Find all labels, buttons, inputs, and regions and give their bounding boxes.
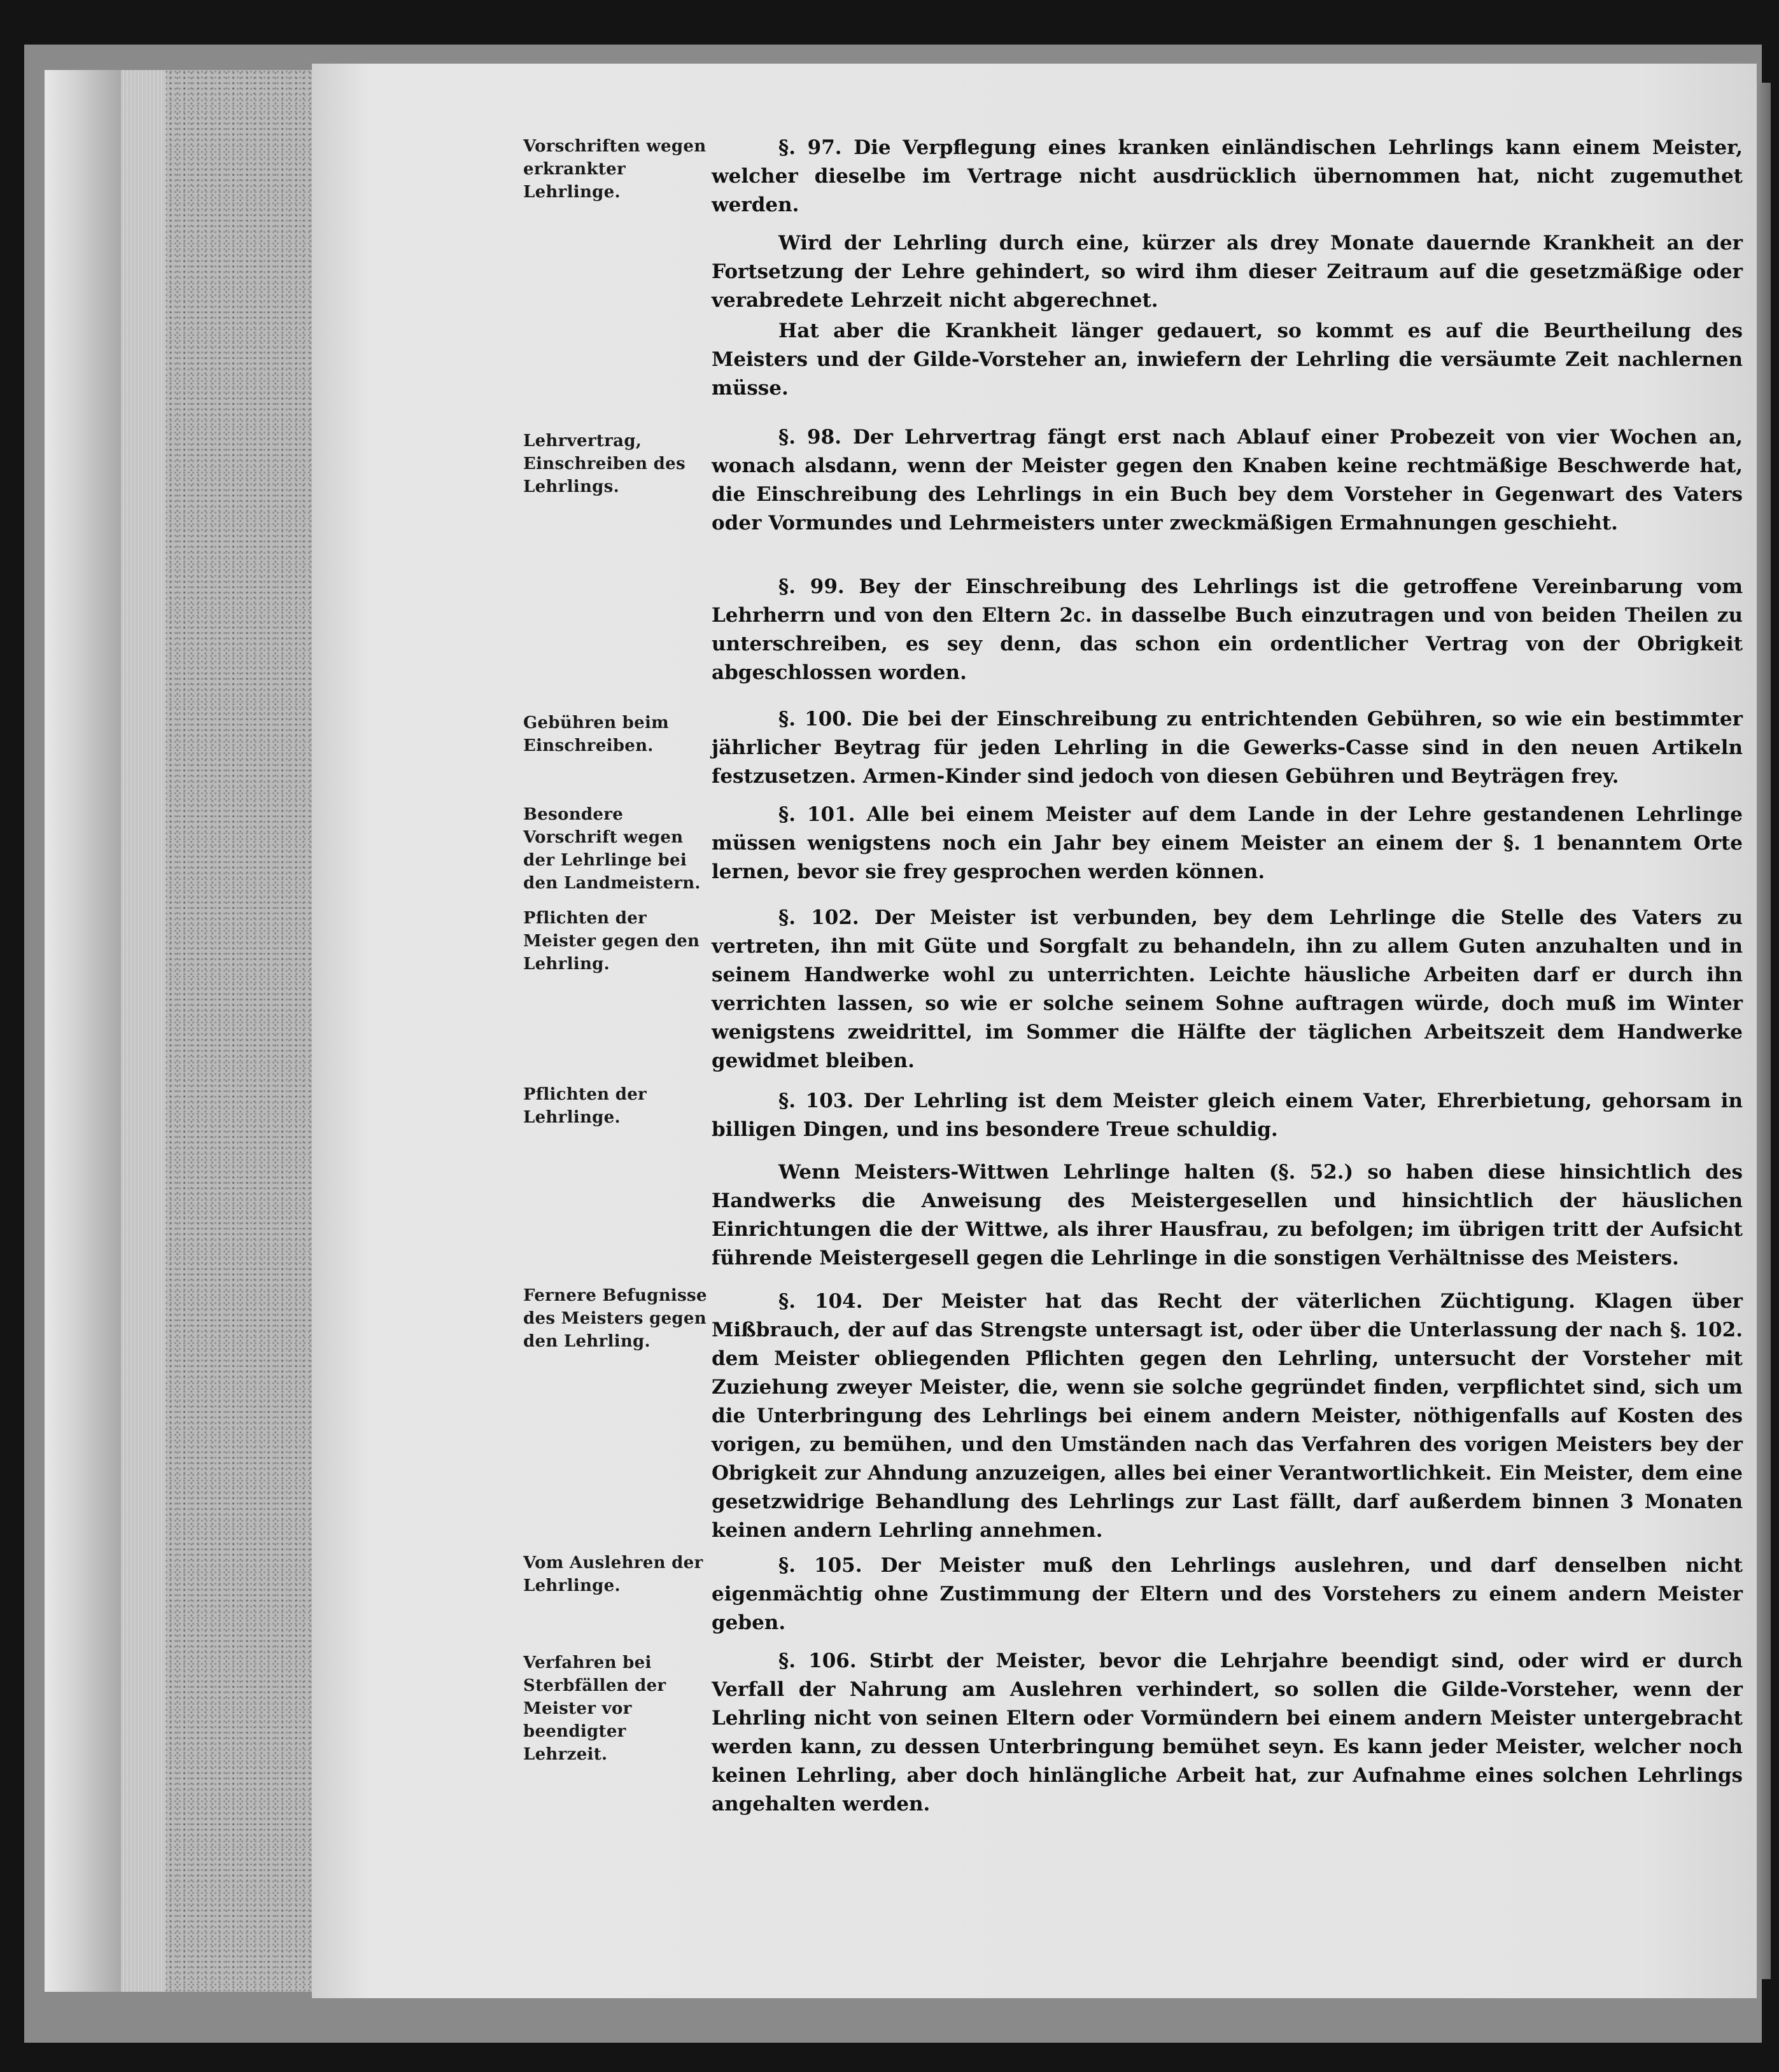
sidenote-s103: Pflichten der Lehrlinge. bbox=[523, 1085, 647, 1127]
paragraph-s100: §. 100. Die bei der Einschreibung zu entrichtenden Gebühren, so wie ein bestimmter jährlicher Beytrag für jeden Lehrling in die Gewerks-Casse sind in den neuen Artikeln festzusetzen. Armen-Kinder sind jedoch von diesen Gebühren und Beyträgen frey. bbox=[712, 708, 1743, 788]
paragraph-s105: §. 105. Der Meister muß den Lehrlings auslehren, und darf denselben nicht eigenmächtig ohne Zustimmung der Eltern und des Vorstehers zu einem andern Meister geben. bbox=[712, 1554, 1743, 1634]
sidenote-s104: Fernere Befugnisse des Meisters gegen den Lehrling. bbox=[523, 1286, 707, 1351]
paragraph-s103-2: Wenn Meisters-Wittwen Lehrlinge halten (§. 52.) so haben diese hinsichtlich des Handwerks die Anweisung des Meistergesellen und hinsichtlich der häuslichen Einrichtungen die der Wittwe, als ihrer Hausfrau, zu befolgen; im übrigen tritt der Aufsicht führende Meistergesell gegen die Lehrlinge in die sonstigen Verhältnisse des Meisters. bbox=[712, 1161, 1743, 1270]
sidenote-s100: Gebühren beim Einschreiben. bbox=[523, 713, 669, 755]
paragraph-s104: §. 104. Der Meister hat das Recht der väterlichen Züchtigung. Klagen über Mißbrauch, der auf das Strengste untersagt ist, oder über die Unterlassung der nach §. 102. dem Meister obliegenden Pflichten gegen den Lehrling, untersucht der Vorsteher mit Zuziehung zweyer Meister, die, wenn sie solche gegründet finden, verpflichtet sind, sich um die Unterbringung des Lehrlings bei einem andern Meister, nöthigenfalls auf Kosten des vorigen, zu bemühen, und den Umständen nach das Verfahren des vorigen Meisters bey der Obrigkeit zur Ahndung anzuzeigen, alles bei einer Verantwortlichkeit. Ein Meister, dem eine gesetzwidrige Behandlung des Lehrlings zur Last fällt, darf außerdem binnen 3 Monaten keinen andern Lehrling annehmen. bbox=[712, 1290, 1743, 1542]
paragraph-s102: §. 102. Der Meister ist verbunden, bey dem Lehrlinge die Stelle des Vaters zu vertreten, ihn mit Güte und Sorgfalt zu behandeln, ihn zu allem Guten anzuhalten und in seinem Handwerke wohl zu unterrichten. Leichte häusliche Arbeiten darf er durch ihn verrichten lassen, so wie er solche seinem Sohne auftragen würde, doch muß im Winter wenigstens zweidrittel, im Sommer die Hälfte der täglichen Arbeitszeit dem Handwerke gewidmet bleiben. bbox=[712, 906, 1743, 1072]
sidenote-s98: Lehrvertrag, Einschreiben des Lehrlings. bbox=[523, 431, 686, 496]
sidenote-s97: Vorschriften wegen erkrankter Lehrlinge. bbox=[523, 137, 707, 202]
sidenote-s106: Verfahren bei Sterbfällen der Meister vor beendigter Lehrzeit. bbox=[523, 1653, 666, 1764]
paragraph-s97-2: Wird der Lehrling durch eine, kürzer als drey Monate dauernde Krankheit an der Fortsetzung der Lehre gehindert, so wird ihm dieser Zeitraum auf die gesetzmäßige oder verabredete Lehrzeit nicht abgerechnet. bbox=[712, 232, 1743, 312]
paragraph-s98: §. 98. Der Lehrvertrag fängt erst nach Ablauf einer Probezeit von vier Wochen an, wonach alsdann, wenn der Meister gegen den Knaben keine rechtmäßige Beschwerde hat, die Einschreibung des Lehrlings in ein Buch bey dem Vorsteher in Gegenwart des Vaters oder Vormundes und Lehrmeisters unter zweckmäßigen Ermahnungen geschieht. bbox=[712, 426, 1743, 535]
paragraph-s97-1: §. 97. Die Verpflegung eines kranken einländischen Lehrlings kann einem Meister, welcher dieselbe im Vertrage nicht ausdrücklich übernommen hat, nicht zugemuthet werden. bbox=[712, 136, 1743, 216]
sidenote-s102: Pflichten der Meister gegen den Lehrling. bbox=[523, 909, 700, 974]
paragraph-s106: §. 106. Stirbt der Meister, bevor die Lehrjahre beendigt sind, oder wird er durch Verfall der Nahrung am Auslehren verhindert, so sollen die Gilde-Vorsteher, wenn der Lehrling nicht von seinen Eltern oder Vormündern bei einem andern Meister untergebracht werden kann, zu dessen Unterbringung bemühet seyn. Es kann jeder Meister, welcher noch keinen Lehrling, aber doch hinlängliche Arbeit hat, zur Aufnahme eines solchen Lehrlings angehalten werden. bbox=[712, 1649, 1743, 1816]
paragraph-s101: §. 101. Alle bei einem Meister auf dem Lande in der Lehre gestandenen Lehrlinge müssen wenigstens noch ein Jahr bey einem Meister an einem der §. 1 benanntem Orte lernen, bevor sie frey gesprochen werden können. bbox=[712, 803, 1743, 883]
spine-shadow bbox=[45, 70, 121, 1992]
paragraph-s97-3: Hat aber die Krankheit länger gedauert, so kommt es auf die Beurtheilung des Meisters und der Gilde-Vorsteher an, inwiefern der Lehrling die versäumte Zeit nachlernen müsse. bbox=[712, 319, 1743, 400]
sidenote-s101: Besondere Vorschrift wegen der Lehrlinge bei den Landmeistern. bbox=[523, 805, 701, 893]
sidenote-s105: Vom Auslehren der Lehrlinge. bbox=[523, 1553, 703, 1595]
paragraph-s103-1: §. 103. Der Lehrling ist dem Meister gleich einem Vater, Ehrerbietung, gehorsam in billigen Dingen, und ins besondere Treue schuldig. bbox=[712, 1089, 1743, 1141]
paragraph-s99: §. 99. Bey der Einschreibung des Lehrlings ist die getroffene Vereinbarung vom Lehrherrn und von den Eltern 2c. in dasselbe Buch einzutragen und von beiden Theilen zu unterschreiben, es sey denn, das schon ein ordentlicher Vertrag von der Obrigkeit abgeschlossen worden. bbox=[712, 575, 1743, 684]
